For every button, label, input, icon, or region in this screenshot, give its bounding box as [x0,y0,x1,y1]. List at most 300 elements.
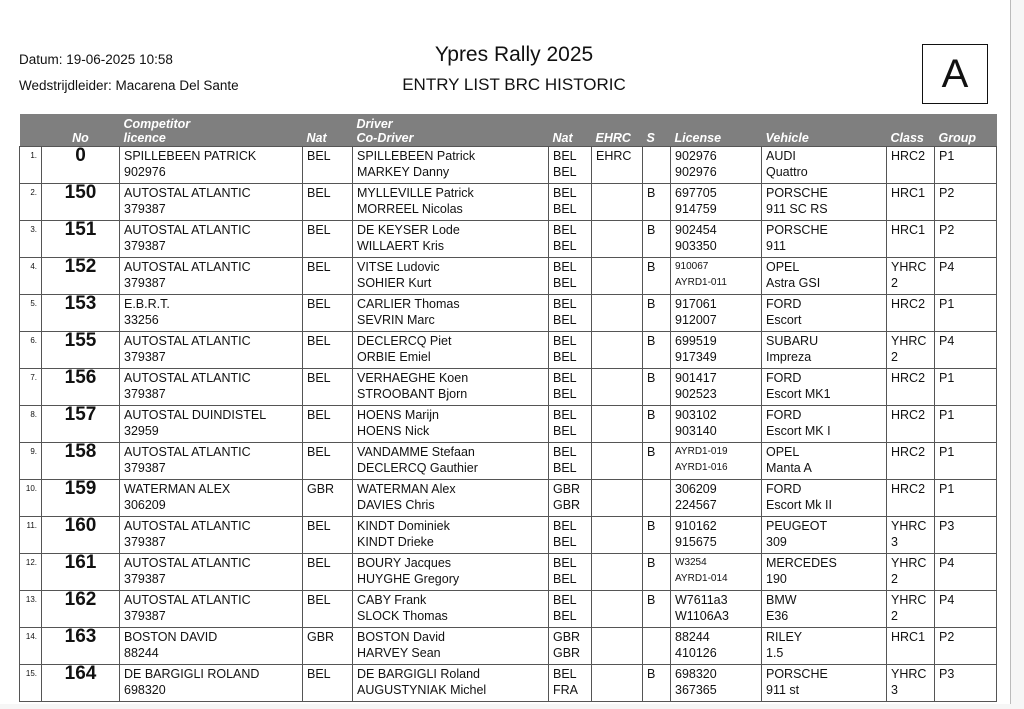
class-cell [887,517,935,554]
driver-nat: BEL [553,445,577,459]
row-index: 15. [20,665,42,702]
competitor-cell [120,147,303,184]
codriver-license: 914759 [675,202,717,216]
entry-number: 0 [42,147,120,184]
license-cell [671,295,762,332]
group-cell: P4 [935,258,997,295]
codriver-name: AUGUSTYNIAK Michel [357,683,487,697]
race-director: Wedstrijdleider: Macarena Del Sante [19,78,239,93]
s-cell: B [643,221,671,258]
class-suffix: 2 [891,572,898,586]
class-cell [887,258,935,295]
codriver-license: 917349 [675,350,717,364]
class-cell [887,406,935,443]
driver-license: 88244 [675,630,710,644]
competitor-nat: GBR [303,480,353,517]
class-name: HRC1 [891,186,926,200]
crew-nat-cell [549,184,592,221]
vehicle-make: MERCEDES [766,556,837,570]
competitor-licence: 902976 [124,165,166,179]
competitor-nat: BEL [303,443,353,480]
document-date: Datum: 19-06-2025 10:58 [19,52,173,67]
license-cell [671,517,762,554]
codriver-name: STROOBANT Bjorn [357,387,468,401]
row-index: 8. [20,406,42,443]
driver-name: BOSTON David [357,630,445,644]
vehicle-make: OPEL [766,260,800,274]
table-row [20,258,997,295]
vehicle-cell [762,443,887,480]
group-cell: P3 [935,665,997,702]
license-cell [671,221,762,258]
driver-license: W7611a3 [675,593,728,607]
driver-license: 699519 [675,334,717,348]
driver-nat: BEL [553,186,577,200]
competitor-licence: 379387 [124,535,166,549]
codriver-nat: GBR [553,646,581,660]
class-cell [887,665,935,702]
row-index: 1. [20,147,42,184]
crew-cell [353,443,549,480]
driver-license: 903102 [675,408,717,422]
table-row [20,295,997,332]
driver-nat: GBR [553,482,581,496]
codriver-nat: BEL [553,461,577,475]
driver-nat: BEL [553,223,577,237]
competitor-nat: BEL [303,369,353,406]
competitor-licence: 379387 [124,350,166,364]
group-cell: P4 [935,591,997,628]
crew-cell [353,258,549,295]
vehicle-make: BMW [766,593,797,607]
codriver-name: DAVIES Chris [357,498,435,512]
driver-name: DECLERCQ Piet [357,334,452,348]
class-cell [887,591,935,628]
codriver-name: ORBIE Emiel [357,350,431,364]
competitor-name: AUTOSTAL ATLANTIC [124,445,251,459]
ehrc-cell: EHRC [592,147,643,184]
driver-name: HOENS Marijn [357,408,439,422]
vehicle-model: 911 [766,239,786,253]
header-license: License [671,114,762,147]
row-index: 9. [20,443,42,480]
vehicle-cell [762,332,887,369]
license-cell [671,554,762,591]
entry-number: 159 [42,480,120,517]
crew-nat-cell [549,628,592,665]
vehicle-model: Quattro [766,165,808,179]
table-row [20,628,997,665]
competitor-cell [120,665,303,702]
entry-number: 158 [42,443,120,480]
table-row [20,480,997,517]
group-cell: P1 [935,480,997,517]
competitor-cell [120,480,303,517]
crew-cell [353,628,549,665]
competitor-name: AUTOSTAL ATLANTIC [124,593,251,607]
ehrc-cell [592,406,643,443]
group-cell: P1 [935,295,997,332]
codriver-name: HARVEY Sean [357,646,441,660]
row-index: 11. [20,517,42,554]
license-cell [671,184,762,221]
s-cell [643,480,671,517]
crew-cell [353,480,549,517]
vehicle-model: Escort [766,313,802,327]
header-ehrc: EHRC [592,114,643,147]
ehrc-cell [592,665,643,702]
competitor-name: E.B.R.T. [124,297,170,311]
driver-nat: BEL [553,667,577,681]
driver-nat: BEL [553,260,577,274]
codriver-license: 903350 [675,239,717,253]
driver-license: 697705 [675,186,717,200]
list-subtitle: ENTRY LIST BRC HISTORIC [402,75,626,94]
vehicle-model: 309 [766,535,787,549]
vehicle-make: SUBARU [766,334,819,348]
vehicle-model: E36 [766,609,789,623]
crew-cell [353,591,549,628]
vehicle-cell [762,554,887,591]
codriver-license: 902523 [675,387,717,401]
driver-nat: BEL [553,149,577,163]
crew-nat-cell [549,554,592,591]
vehicle-cell [762,221,887,258]
vehicle-make: PEUGEOT [766,519,828,533]
row-index: 7. [20,369,42,406]
codriver-name: MARKEY Danny [357,165,450,179]
crew-cell [353,554,549,591]
driver-nat: BEL [553,556,577,570]
entry-number: 160 [42,517,120,554]
competitor-cell [120,554,303,591]
codriver-nat: BEL [553,313,577,327]
codriver-license: 224567 [675,498,717,512]
class-cell [887,628,935,665]
competitor-licence: 33256 [124,313,159,327]
codriver-name: MORREEL Nicolas [357,202,463,216]
competitor-nat: BEL [303,184,353,221]
driver-name: VERHAEGHE Koen [357,371,469,385]
crew-cell [353,332,549,369]
competitor-licence: 88244 [124,646,159,660]
driver-name: CABY Frank [357,593,427,607]
s-cell: B [643,258,671,295]
crew-nat-cell [549,369,592,406]
class-cell [887,295,935,332]
vehicle-cell [762,369,887,406]
ehrc-cell [592,221,643,258]
ehrc-cell [592,517,643,554]
class-name: HRC2 [891,371,926,385]
driver-name: WATERMAN Alex [357,482,456,496]
ehrc-cell [592,443,643,480]
group-cell: P3 [935,517,997,554]
driver-license: 910162 [675,519,717,533]
driver-name: KINDT Dominiek [357,519,450,533]
competitor-nat: BEL [303,517,353,554]
class-cell [887,184,935,221]
class-name: HRC2 [891,445,926,459]
codriver-nat: BEL [553,424,577,438]
vehicle-cell [762,147,887,184]
competitor-nat: BEL [303,591,353,628]
entry-number: 151 [42,221,120,258]
class-name: HRC2 [891,149,926,163]
competitor-nat: BEL [303,554,353,591]
competitor-name: AUTOSTAL ATLANTIC [124,260,251,274]
crew-nat-cell [549,591,592,628]
s-cell: B [643,554,671,591]
competitor-licence: 698320 [124,683,166,697]
codriver-nat: BEL [553,387,577,401]
competitor-nat: BEL [303,147,353,184]
competitor-licence: 379387 [124,609,166,623]
driver-license: 910067 [675,261,709,272]
vehicle-cell [762,184,887,221]
driver-name: VANDAMME Stefaan [357,445,475,459]
ehrc-cell [592,184,643,221]
crew-cell [353,406,549,443]
class-name: YHRC [891,260,927,274]
driver-license: 306209 [675,482,717,496]
driver-license: W3254 [675,557,707,568]
row-index: 4. [20,258,42,295]
crew-nat-cell [549,517,592,554]
competitor-name: SPILLEBEEN PATRICK [124,149,257,163]
license-cell [671,332,762,369]
vehicle-make: FORD [766,297,802,311]
driver-nat: BEL [553,371,577,385]
vehicle-cell [762,591,887,628]
entry-number: 164 [42,665,120,702]
ehrc-cell [592,591,643,628]
vehicle-cell [762,406,887,443]
table-row [20,184,997,221]
group-cell: P1 [935,443,997,480]
license-cell [671,480,762,517]
s-cell [643,147,671,184]
table-row [20,332,997,369]
competitor-cell [120,258,303,295]
vehicle-model: Astra GSI [766,276,821,290]
class-name: HRC2 [891,482,926,496]
class-name: HRC2 [891,408,926,422]
vehicle-cell [762,295,887,332]
vehicle-make: FORD [766,482,802,496]
class-suffix: 3 [891,683,898,697]
competitor-licence: 32959 [124,424,159,438]
vehicle-model: Escort MK1 [766,387,831,401]
table-row [20,443,997,480]
class-cell [887,147,935,184]
table-row [20,554,997,591]
ehrc-cell [592,554,643,591]
driver-license: 901417 [675,371,717,385]
table-row [20,369,997,406]
competitor-name: AUTOSTAL ATLANTIC [124,556,251,570]
header-index [20,114,42,147]
competitor-name: AUTOSTAL ATLANTIC [124,519,251,533]
driver-name: MYLLEVILLE Patrick [357,186,474,200]
ehrc-cell [592,628,643,665]
competitor-nat: BEL [303,221,353,258]
codriver-nat: BEL [553,165,577,179]
class-cell [887,480,935,517]
codriver-nat: BEL [553,350,577,364]
vehicle-make: RILEY [766,630,803,644]
competitor-nat: BEL [303,332,353,369]
codriver-license: 410126 [675,646,717,660]
competitor-name: AUTOSTAL ATLANTIC [124,371,251,385]
driver-name: CARLIER Thomas [357,297,460,311]
vehicle-model: Impreza [766,350,812,364]
entry-table [19,114,997,702]
crew-nat-cell [549,665,592,702]
competitor-cell [120,295,303,332]
vehicle-make: PORSCHE [766,223,828,237]
vehicle-cell [762,258,887,295]
codriver-license: 912007 [675,313,717,327]
row-index: 14. [20,628,42,665]
class-name: HRC1 [891,223,926,237]
row-index: 10. [20,480,42,517]
vehicle-make: PORSCHE [766,186,828,200]
crew-cell [353,184,549,221]
codriver-license: 367365 [675,683,717,697]
license-cell [671,628,762,665]
vehicle-make: PORSCHE [766,667,828,681]
driver-nat: BEL [553,593,577,607]
competitor-name: AUTOSTAL ATLANTIC [124,223,251,237]
header-vehicle: Vehicle [762,114,887,147]
competitor-cell [120,628,303,665]
codriver-name: WILLAERT Kris [357,239,445,253]
ehrc-cell [592,369,643,406]
ehrc-cell [592,332,643,369]
competitor-licence: 379387 [124,461,166,475]
row-index: 6. [20,332,42,369]
group-cell: P1 [935,369,997,406]
s-cell: B [643,369,671,406]
codriver-license: 903140 [675,424,717,438]
codriver-name: SLOCK Thomas [357,609,448,623]
competitor-cell [120,221,303,258]
crew-cell [353,517,549,554]
codriver-name: HOENS Nick [357,424,430,438]
codriver-license: W1106A3 [675,609,729,623]
class-cell [887,332,935,369]
entry-rows [20,147,997,702]
group-cell: P2 [935,628,997,665]
vehicle-model: 911 st [766,683,800,697]
table-header [20,114,997,147]
driver-license: 902976 [675,149,717,163]
codriver-name: KINDT Drieke [357,535,434,549]
competitor-cell [120,591,303,628]
driver-name: DE KEYSER Lode [357,223,460,237]
crew-nat-cell [549,406,592,443]
class-suffix: 3 [891,535,898,549]
entry-number: 153 [42,295,120,332]
driver-license: AYRD1-019 [675,446,728,457]
vehicle-cell [762,517,887,554]
vehicle-model: 1.5 [766,646,784,660]
codriver-license: AYRD1-016 [675,462,728,473]
s-cell: B [643,591,671,628]
entry-number: 161 [42,554,120,591]
codriver-nat: FRA [553,683,578,697]
s-cell: B [643,443,671,480]
header-crew-nat: Nat [549,114,592,147]
group-cell: P1 [935,147,997,184]
codriver-license: 902976 [675,165,717,179]
vehicle-cell [762,628,887,665]
codriver-license: 915675 [675,535,717,549]
crew-nat-cell [549,332,592,369]
header-group: Group [935,114,997,147]
entry-number: 152 [42,258,120,295]
competitor-licence: 379387 [124,202,166,216]
class-name: HRC2 [891,297,926,311]
codriver-license: AYRD1-011 [675,277,727,288]
group-cell: P4 [935,554,997,591]
competitor-name: AUTOSTAL DUINDISTEL [124,408,267,422]
table-row [20,147,997,184]
header-competitor: Competitor licence [120,114,303,147]
crew-nat-cell [549,443,592,480]
entry-number: 156 [42,369,120,406]
vehicle-model: Escort MK I [766,424,831,438]
competitor-licence: 379387 [124,387,166,401]
vehicle-make: FORD [766,371,802,385]
crew-nat-cell [549,295,592,332]
table-row [20,591,997,628]
class-cell [887,554,935,591]
table-row [20,665,997,702]
competitor-cell [120,443,303,480]
header-class: Class [887,114,935,147]
s-cell: B [643,406,671,443]
class-name: YHRC [891,593,927,607]
driver-nat: BEL [553,297,577,311]
crew-nat-cell [549,221,592,258]
codriver-nat: BEL [553,572,577,586]
class-cell [887,443,935,480]
vehicle-model: Escort Mk II [766,498,832,512]
class-suffix: 2 [891,350,898,364]
driver-license: 698320 [675,667,717,681]
competitor-cell [120,332,303,369]
crew-cell [353,147,549,184]
driver-license: 917061 [675,297,717,311]
row-index: 13. [20,591,42,628]
table-row [20,221,997,258]
driver-nat: BEL [553,334,577,348]
competitor-licence: 379387 [124,276,166,290]
row-index: 12. [20,554,42,591]
driver-name: BOURY Jacques [357,556,452,570]
codriver-nat: GBR [553,498,581,512]
table-row [20,517,997,554]
s-cell: B [643,517,671,554]
s-cell: B [643,665,671,702]
driver-nat: BEL [553,519,577,533]
entry-number: 157 [42,406,120,443]
vehicle-model: 911 SC RS [766,202,828,216]
competitor-nat: GBR [303,628,353,665]
class-name: YHRC [891,334,927,348]
